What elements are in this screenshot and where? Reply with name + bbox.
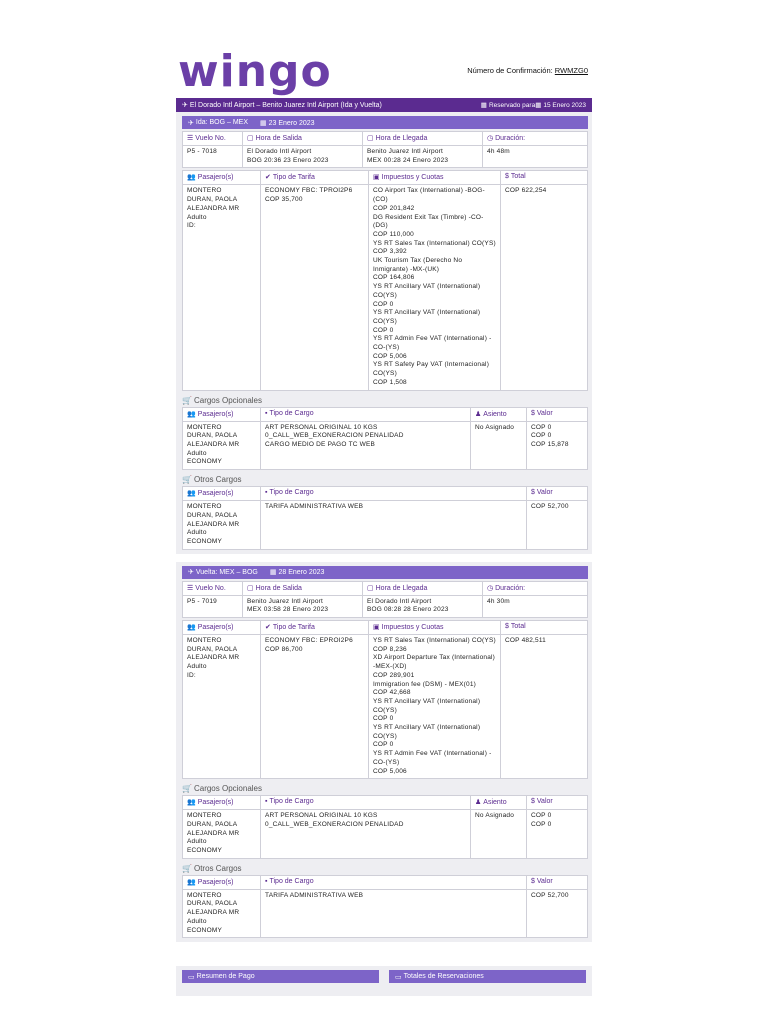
column-header-label: Pasajero(s) (197, 490, 234, 498)
col-taxes (369, 171, 501, 185)
column-header-label: Total (510, 173, 526, 181)
fare-table (182, 170, 588, 390)
col-charge-type (261, 407, 471, 421)
column-header-label: Tipo de Cargo (269, 409, 314, 417)
column-header-label: Valor (536, 489, 553, 497)
fare-taxes: CO Airport Tax (International) -BOG-(CO) COP 201,842 DG Resident Exit Tax (Timbre) -CO-(DG) COP 110,000 YS RT Sales Tax (International) CO(YS) COP 3,392 UK Tourism Tax (Derecho No Inmigrante) -MX-(UK) COP 164,806 YS RT Ancillary VAT (International) CO(YS) COP 0 YS RT Ancillary VAT (International) CO(YS) COP 0 YS RT Admin Fee VAT (International) -CO-(YS) COP 5,006 YS RT Safety Pay VAT (Internacional) CO(YS) COP 1,508 (369, 185, 501, 390)
table-row (183, 501, 588, 550)
fare-table (182, 620, 588, 779)
table-row (183, 185, 588, 390)
payment-summary-label: Resumen de Pago (196, 973, 255, 980)
fare-passenger: MONTERO DURAN, PAOLA ALEJANDRA MR Adulto ID: (183, 185, 261, 390)
dollar-icon: $ (531, 489, 535, 497)
col-passenger (183, 621, 261, 635)
calendar-icon: ▦ (480, 102, 487, 109)
column-header-label: Impuestos y Cuotas (381, 174, 444, 182)
column-header-label: Hora de Llegada (375, 135, 428, 142)
col-value (527, 875, 588, 889)
section-label: Otros Cargos (193, 863, 242, 873)
col-value (527, 796, 588, 810)
section-label: Otros Cargos (193, 475, 242, 485)
money-icon: ▣ (373, 174, 380, 182)
leg-date: 23 Enero 2023 (268, 119, 315, 127)
users-icon: 👥 (187, 624, 196, 632)
optional-charges-table (182, 795, 588, 859)
column-header-label: Tipo de Tarifa (272, 174, 315, 182)
column-header-label: Tipo de Cargo (269, 798, 314, 806)
itinerary-page (176, 48, 592, 950)
column-header-label: Hora de Salida (255, 135, 302, 142)
col-passenger (183, 487, 261, 501)
plane-icon: ✈ (182, 102, 188, 109)
col-fare-type (261, 171, 369, 185)
col-arrival (363, 581, 483, 595)
calendar-icon: ▢ (247, 584, 254, 592)
dollar-icon: $ (505, 623, 509, 631)
other-passenger: MONTERO DURAN, PAOLA ALEJANDRA MR Adulto ECONOMY (183, 889, 261, 938)
leg-bar (182, 566, 588, 579)
optional-charges-title (182, 781, 588, 795)
col-charge-type (261, 796, 471, 810)
optional-charges-table (182, 407, 588, 471)
calendar-icon: ▢ (367, 135, 374, 142)
payment-summary-bar (182, 970, 379, 983)
column-header-label: Tipo de Cargo (269, 489, 314, 497)
briefcase-icon: ▪ (265, 877, 268, 885)
plane-icon: ✈ (188, 119, 194, 127)
dollar-icon: $ (505, 173, 509, 181)
other-charges-table (182, 875, 588, 939)
col-taxes (369, 621, 501, 635)
fare-type: ECONOMY FBC: EPROI2P6 COP 86,700 (261, 635, 369, 779)
section-label: Cargos Opcionales (193, 784, 263, 794)
other-charges-title (182, 472, 588, 486)
col-fare-type (261, 621, 369, 635)
briefcase-icon: ▪ (265, 489, 268, 497)
user-icon: ♟ (475, 799, 482, 807)
column-header-label: Pasajero(s) (197, 410, 234, 418)
table-row (183, 421, 588, 470)
credit-card-icon: ▭ (188, 973, 195, 981)
cart-icon: 🛒 (182, 784, 192, 794)
user-icon: ♟ (475, 410, 482, 418)
col-seat (471, 407, 527, 421)
column-header-label: Pasajero(s) (197, 624, 234, 632)
users-icon: 👥 (187, 878, 196, 886)
col-departure (243, 132, 363, 146)
arrival: Benito Juarez Intl Airport MEX 00:28 24 Enero 2023 (363, 146, 483, 168)
optional-value: COP 0 COP 0 COP 15,878 (527, 421, 588, 470)
reservation-totals-bar (389, 970, 586, 983)
col-duration (483, 132, 588, 146)
leg-route: Vuelta: MEX – BOG (195, 568, 258, 576)
col-passenger (183, 875, 261, 889)
column-header-label: Vuelo No. (195, 584, 226, 592)
leg-date: 28 Enero 2023 (278, 569, 325, 577)
users-icon: 👥 (187, 490, 196, 498)
col-value (527, 407, 588, 421)
leg-bar (182, 116, 588, 129)
column-header-label: Total (510, 623, 526, 631)
dollar-icon: $ (531, 877, 535, 885)
optional-passenger: MONTERO DURAN, PAOLA ALEJANDRA MR Adulto ECONOMY (183, 810, 261, 859)
check-icon: ✔ (265, 624, 271, 632)
optional-value: COP 0 COP 0 (527, 810, 588, 859)
fare-total: COP 622,254 (501, 185, 588, 390)
calendar-icon: ▦ (269, 569, 277, 577)
departure: El Dorado Intl Airport BOG 20:36 23 Enero 2023 (243, 146, 363, 168)
calendar-icon: ▦ (260, 119, 267, 127)
column-header-label: Hora de Llegada (375, 584, 428, 592)
check-icon: ✔ (265, 174, 271, 182)
plane-icon: ✈ (188, 569, 194, 577)
list-icon: ☰ (187, 584, 194, 592)
optional-seat: No Asignado (471, 421, 527, 470)
confirmation-code[interactable]: RWMZG0 (554, 66, 588, 75)
column-header-label: Hora de Salida (255, 584, 302, 592)
flight-number: P5 - 7018 (183, 146, 243, 168)
column-header-label: Pasajero(s) (197, 799, 234, 807)
column-header-label: Duración: (495, 135, 526, 142)
other-type: TARIFA ADMINISTRATIVA WEB (261, 889, 527, 938)
clock-icon: ◷ (487, 584, 494, 592)
fare-total: COP 482,511 (501, 635, 588, 779)
column-header-label: Asiento (483, 410, 507, 418)
table-row (183, 810, 588, 859)
col-flight-number (183, 132, 243, 146)
optional-type: ART PERSONAL ORIGINAL 10 KGS 0_CALL_WEB_EXONERACION PENALIDAD (261, 810, 471, 859)
users-icon: 👥 (187, 799, 196, 807)
column-header-label: Tipo de Cargo (269, 877, 314, 885)
section-label: Cargos Opcionales (193, 395, 263, 405)
other-type: TARIFA ADMINISTRATIVA WEB (261, 501, 527, 550)
column-header-label: Asiento (483, 799, 507, 807)
column-header-label: Pasajero(s) (197, 878, 234, 886)
other-charges-title (182, 861, 588, 875)
col-passenger (183, 407, 261, 421)
optional-seat: No Asignado (471, 810, 527, 859)
col-seat (471, 796, 527, 810)
cart-icon: 🛒 (182, 475, 192, 485)
dollar-icon: $ (531, 798, 535, 806)
other-passenger: MONTERO DURAN, PAOLA ALEJANDRA MR Adulto ECONOMY (183, 501, 261, 550)
col-departure (243, 581, 363, 595)
fare-taxes: YS RT Sales Tax (International) CO(YS) COP 8,236 XD Airport Departure Tax (International) -MEX-(XD) COP 289,901 Immigration fee (DSM) - MEX(01) COP 42,668 YS RT Ancillary VAT (International) CO(YS) COP 0 YS RT Ancillary VAT (International) CO(YS) COP 0 YS RT Admin Fee VAT (International) -CO-(YS) COP 5,006 (369, 635, 501, 779)
col-charge-type (261, 487, 527, 501)
route-text: El Dorado Intl Airport – Benito Juarez Intl Airport (Ida y Vuelta) (189, 102, 382, 109)
calendar-icon: ▦ (535, 102, 542, 109)
other-charges-table (182, 486, 588, 550)
reservation-totals-label: Totales de Reservaciones (403, 973, 484, 980)
col-duration (483, 581, 588, 595)
table-row (183, 635, 588, 779)
calendar-icon: ▢ (367, 584, 374, 592)
money-icon: ▣ (373, 624, 380, 632)
dollar-icon: $ (531, 409, 535, 417)
column-header-label: Valor (536, 798, 553, 806)
route-bar (176, 98, 592, 112)
users-icon: 👥 (187, 410, 196, 418)
users-icon: 👥 (187, 174, 196, 182)
column-header-label: Vuelo No. (195, 135, 226, 142)
table-row (183, 889, 588, 938)
col-charge-type (261, 875, 527, 889)
confirmation-number (467, 66, 588, 75)
col-flight-number (183, 581, 243, 595)
col-arrival (363, 132, 483, 146)
credit-card-icon: ▭ (395, 973, 402, 981)
wingo-logo: wingo (178, 46, 332, 97)
departure: Benito Juarez Intl Airport MEX 03:58 28 Enero 2023 (243, 595, 363, 617)
calendar-icon: ▢ (247, 135, 254, 142)
duration: 4h 48m (483, 146, 588, 168)
col-total (501, 171, 588, 185)
flight-leg (176, 112, 592, 554)
clock-icon: ◷ (487, 135, 494, 142)
optional-type: ART PERSONAL ORIGINAL 10 KGS 0_CALL_WEB_EXONERACION PENALIDAD CARGO MEDIO DE PAGO TC WEB (261, 421, 471, 470)
briefcase-icon: ▪ (265, 409, 268, 417)
leg-route: Ida: BOG – MEX (195, 119, 249, 126)
reserved-date: 15 Enero 2023 (543, 102, 586, 109)
table-row (183, 146, 588, 168)
confirmation-label: Número de Confirmación: (467, 66, 553, 75)
other-value: COP 52,700 (527, 889, 588, 938)
column-header-label: Duración: (495, 584, 526, 592)
column-header-label: Tipo de Tarifa (272, 624, 315, 632)
list-icon: ☰ (187, 135, 194, 142)
arrival: El Dorado Intl Airport BOG 08:28 28 Enero 2023 (363, 595, 483, 617)
column-header-label: Valor (536, 877, 553, 885)
column-header-label: Pasajero(s) (197, 174, 234, 182)
table-row (183, 595, 588, 617)
flight-table (182, 131, 588, 168)
fare-passenger: MONTERO DURAN, PAOLA ALEJANDRA MR Adulto ID: (183, 635, 261, 779)
duration: 4h 30m (483, 595, 588, 617)
optional-charges-title (182, 393, 588, 407)
header (176, 48, 592, 98)
flight-table (182, 581, 588, 618)
optional-passenger: MONTERO DURAN, PAOLA ALEJANDRA MR Adulto ECONOMY (183, 421, 261, 470)
col-passenger (183, 171, 261, 185)
col-total (501, 621, 588, 635)
column-header-label: Impuestos y Cuotas (381, 624, 444, 632)
summary-section (176, 966, 592, 996)
reserved-label: Reservado para (488, 102, 536, 109)
flight-leg (176, 562, 592, 943)
cart-icon: 🛒 (182, 395, 192, 405)
other-value: COP 52,700 (527, 501, 588, 550)
fare-type: ECONOMY FBC: TPROI2P6 COP 35,700 (261, 185, 369, 390)
col-passenger (183, 796, 261, 810)
column-header-label: Valor (536, 409, 553, 417)
col-value (527, 487, 588, 501)
flight-number: P5 - 7019 (183, 595, 243, 617)
cart-icon: 🛒 (182, 863, 192, 873)
briefcase-icon: ▪ (265, 798, 268, 806)
